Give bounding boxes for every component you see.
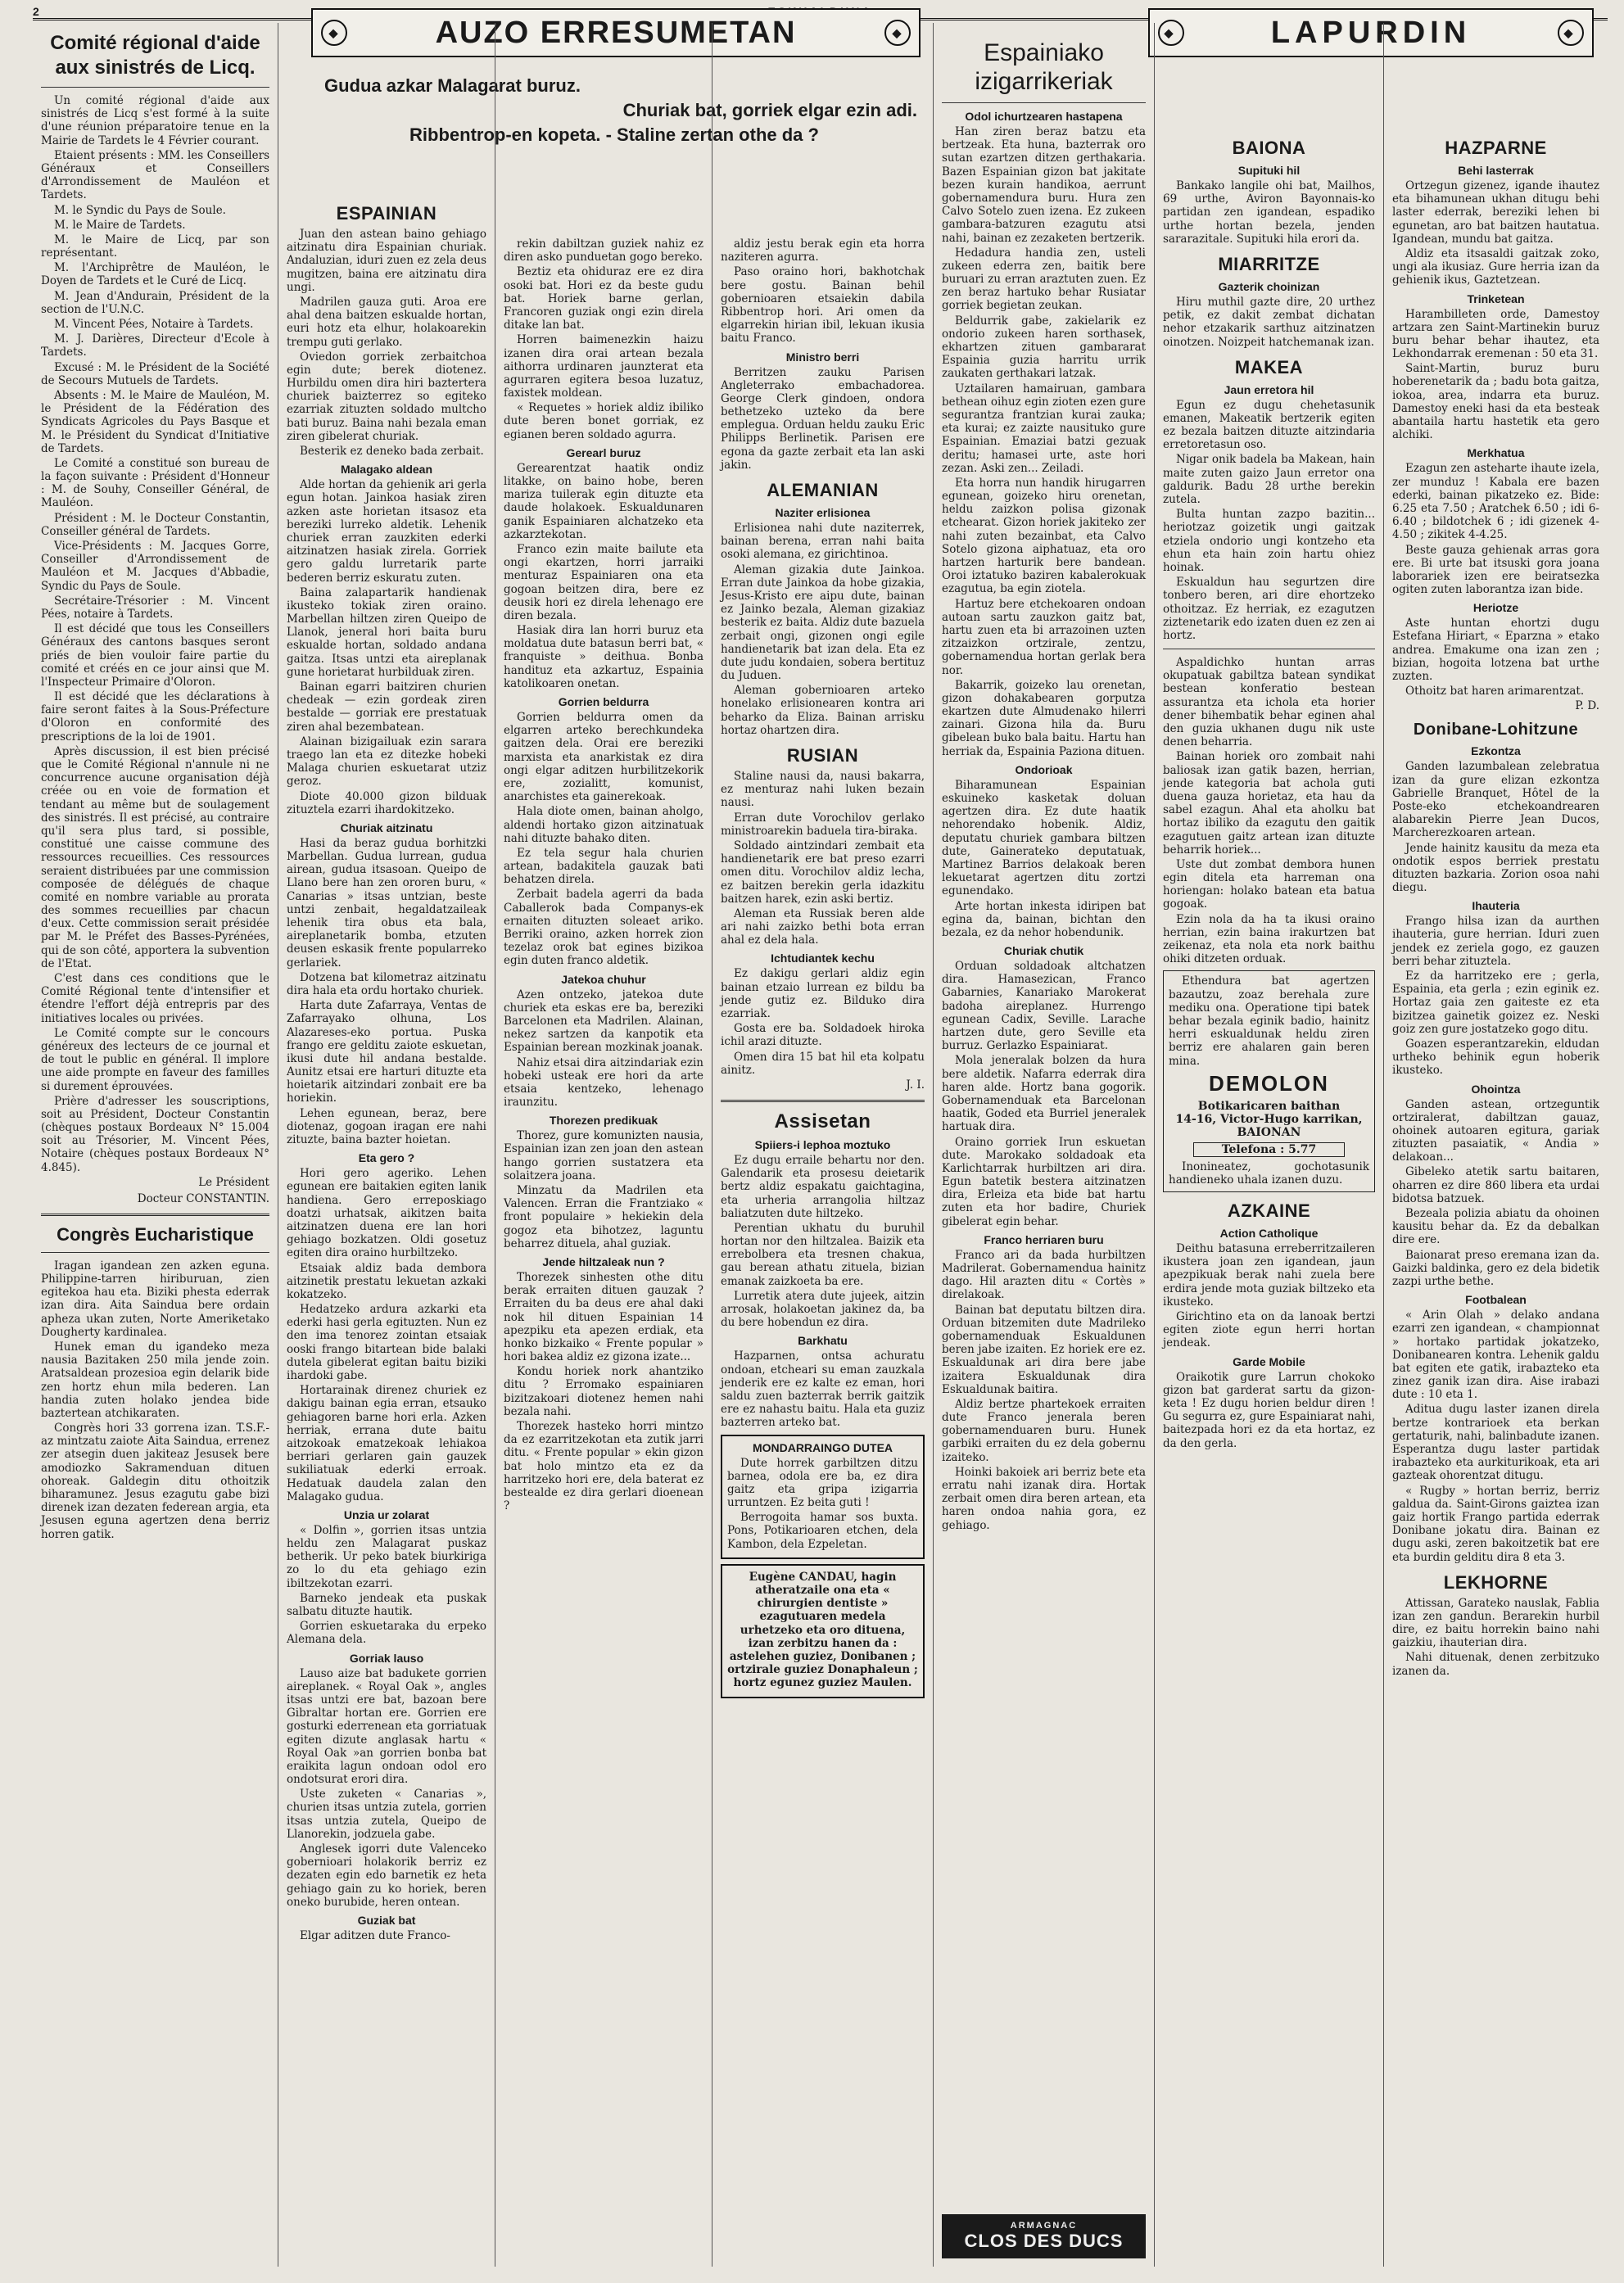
section-espainian: ESPAINIAN [336,203,437,224]
paragraph: C'est dans ces conditions que le Comité Régional tente d'intensifier et étendre l'effort déjà entrepris par des initiatives locales ou privées. [41,972,269,1025]
paragraph: Ez da harritzeko ere ; gerla, Espainia, eta gerla ; ezin eginik ez. Hortaz gaia zen gaiteste ez eta bizitzea gainetik goizez ez. Neski goiz zen gure jostatzeko gogo ditu. [1392,970,1599,1036]
paragraph: Erran dute Vorochilov gerlako ministroarekin baduela tira-biraka. [721,811,925,838]
paragraph: Baina zalapartarik handienak ikusteko tokiak ziren oraino. Marbellan hiltzen ziren Queipo de Llanok, jeneral hori baita buru eskualde hortan, soldado andana gaitza. Itsas untzi eta aireplanak gune horietarat hurbilduak ziren. [287,585,486,679]
paragraph: Goazen esperantzarekin, eldudan urtheko behinik egun hoberik ikusteko. [1392,1037,1599,1078]
paragraph: Eta horra nun handik hirugarren egunean, goizeko hiru orenetan, heldu zaizkon polisa gizonak etchearat. Gizon horiek jakiteko zer nahi zuten bezainbat, eta Calvo Sotelo gizona aiphatuaz, eta oro hartzen harturik bere bandean. Oroi iztatuko baziren kabalerokuak ezagutua, ba egin ziotela. [942,476,1146,596]
paragraph: Thorez, gure komunizten nausia, Espainian izan zen joan den astean hango gorrien sustatzera eta solaitzera joana. [504,1129,703,1182]
subhead: Thorezen predikuak [549,1114,658,1128]
paragraph: M. le Maire de Tardets. [54,218,186,232]
paragraph: Minzatu da Madrilen eta Valencen. Erran die Frantziako « front populaire » hekiekin dela gogoz eta bihotzez, laguntu beharrez dituela, ahal guziak. [504,1184,703,1250]
paragraph: Harambilleten orde, Damestoy artzara zen Saint-Martinekin buruz buru behar behar ihautez, eta Lekhondarrak eremenan : 50 eta 31. [1392,307,1599,361]
section-baiona: BAIONA [1232,138,1306,158]
subhead: Action Catholique [1219,1227,1319,1241]
columns [33,23,1608,2267]
ornament-icon: ◆ [884,20,911,46]
subhead: Behi lasterrak [1458,164,1534,177]
paragraph: Hazparnen, ontsa achuratu ondoan, etcheari su eman zauzkala jenderik ere ez kalte ez eman, hori saldu zuen bazterrak berrik gaitzik ere ez nahastu baitu. Hala eta guziz bazterren arteko bat. [721,1349,925,1430]
paragraph: Beste gauza gehienak arras gora ere. Bi urte bat itsuski gora joana laborariek izen ere beiratsezka ogiten zuten laborantza izan bide. [1392,543,1599,597]
mondarraingo-ad [721,1435,925,1559]
paragraph: Ez dugu erraile behartu nor den. Galendarik eta prosesu deietarik bertz aldiz espakatu gaichtagina, eta urheria arrangolia hiltzaz baliatzuten dute hiltzeko. [721,1153,925,1220]
column-5 [934,23,1155,2267]
paragraph: Diote 40.000 gizon bilduak zituztela ezarri ihardokitzeko. [287,789,486,816]
paragraph: Absents : M. le Maire de Mauléon, M. le Président de la Fédération des Syndicats Agricoles du Pays Basque et M. le Président du Syndicat d'Initiative de Tardets. [41,388,269,455]
paragraph: Berrogoita hamar sos buxta. Pons, Potikarioaren etchen, dela Kambon, dela Ezpeletan. [727,1511,918,1551]
column-2 [278,23,495,2267]
paragraph: Omen dira 15 bat hil eta kolpatu ainitz. [721,1050,925,1077]
paragraph: Inonineatez, gochotasunik handieneko uhala izanen duzu. [1169,1160,1369,1187]
subhead: Gerearl buruz [566,445,641,459]
paragraph: Perentian ukhatu du buruhil hortan nor den hiltzalea. Baizik eta errebolbera eta tresnen chakua, gau berean athatu zituela, bizian emanak zaizkoeta ba ere. [721,1221,925,1288]
paragraph: Etsaiak aldiz bada dembora aitzinetik prestatu lekuetan azkaki kokatzeko. [287,1261,486,1301]
paragraph: Soldado aintzindari zembait eta handienetarik ere bat preso ezarri omen ditu. Vorochilov aldiz lecha, ez baitzen berekin gerla idazkitu baitzen harek, ezin aski bertiz. [721,839,925,906]
paragraph: Uste dut zombat dembora hunen egin ditela eta harreman ona horiengan: holako batean eta batua gogoak. [1163,857,1375,911]
ornament-icon: ◆ [1158,20,1184,46]
paragraph: Aleman eta Russiak beren alde ari nahi zaizko bethi bota erran ahal ez dela hala. [721,906,925,947]
paragraph: Hiru muthil gazte dire, 20 urthez petik, ez dakit zembat dichatan nehor etzakarik sarthuz aitzinatzen oinotzen. Noizpeit hatchemanak izan. [1163,295,1375,349]
subhead: Ministro berri [785,350,860,364]
column-3 [495,23,712,2267]
column-7 [1384,23,1608,2267]
paragraph: Girichtino eta on da lanoak bertzi egiten ziote egun herri hortan jendeak. [1163,1310,1375,1350]
ad-main-text: CLOS DES DUCS [964,2231,1124,2251]
subhead: Heriotze [1472,601,1519,615]
column-1 [33,23,278,2267]
paragraph: Ethendura bat agertzen bazautzu, zoaz berehala zure mediku ona. Operatione tipi batek behar bezala eginik badio, hainitz herri eskualdunak heldu ziren berriz ere ahalaren gain beren mina. [1169,974,1369,1068]
paragraph: Bainan bat deputatu biltzen dira. Orduan bitzemiten dute Madrileko gobernamenduak Eskualdunen beren jabe izaiten. Ez horiek ere ez. Eskualdunak ari dira bere jabe izaitera Eskualdunak dira Eskualdunak baitira. [942,1303,1146,1396]
paragraph: Harta dute Zafarraya, Ventas de Zafarrayako olhuna, Los Alazareses-eko portua. Puska frango ere gelditu zaiote eskuetan, ikusi dute hil andana bestalde. Aunitz etsai ere harturi dituzte eta hoietarik aitzindari zonbait ere ba horiekin. [287,999,486,1105]
page-number: 2 [33,5,39,18]
ad-title: MONDARRAINGO DUTEA [752,1440,893,1454]
subhead: Jende hiltzaleak nun ? [542,1255,665,1268]
paragraph: Aleman gizakia dute Jainkoa. Erran dute Jainkoa da hobe gizakia, Jesus-Kristo ere aipu dute, bainan ez Jainko bezala, Aleman gizakiaz besterik ez baita. Aldiz dute bazuela zerbait ongi, gizonen ongi egile handienetarik bat izan dela. Eta ez dute judu kondaien, sobera bertituz du Juduen. [721,563,925,683]
paragraph: rekin dabiltzan guziek nahiz ez diren asko punduetan gogo bereko. [504,237,703,264]
headline-2: Churiak bat, gorriek elgar ezin adi. [622,100,917,120]
ethendura-notice [1163,970,1375,1192]
section-lekhorne: LEKHORNE [1443,1571,1549,1593]
paragraph: Bankako langile ohi bat, Mailhos, 69 urthe, Aviron Bayonnais-ko partidan zen igandean, espadiko urthe hortan bezela, jenden sararazitale. Supituki hila erori da. [1163,179,1375,246]
subhead: Malagako aldean [340,463,433,477]
paragraph: Lauso aize bat badukete gorrien aireplanek. « Royal Oak », angles itsas untzi ere bat, bazoan bere Gibraltar hortan ere. Gorrien ere gosturki ederrenean eta gorriatuak egiten dizute anglasak hartu « Royal Oak »an gorrien bonba bat eraikita lagun ondoan odol ero ondotsurat erori dira. [287,1666,486,1787]
demolon-title: DEMOLON [1209,1070,1329,1096]
paragraph: Iragan igandean zen azken eguna. Philippine-tarren hiriburuan, zien egitekoa hau eta. Biziki phesta ederrak izan dira. Aita Saindua bere ordain apheza ukan zuten, Norte Ameriketako Dougherty kardinalea. [41,1259,269,1339]
signature: P. D. [1575,699,1599,713]
ornament-icon: ◆ [321,20,347,46]
subhead: Supituki hil [1237,164,1301,177]
paragraph: Hartuz bere etchekoaren ondoan autoan sartu zauzkon gaitz bat, hartu zuen eta bi arrazoinen uzten zitzaizkon ortzirale, zentzu, gobernamendua hortan gerlak bera nor. [942,597,1146,677]
paragraph: M. l'Archiprêtre de Mauléon, le Doyen de Tardets et le Curé de Licq. [41,261,269,288]
paragraph: Bezeala polizia abiatu da ohoinen kausitu behar da. Ez da debalkan dire ere. [1392,1207,1599,1247]
candau-ad [721,1564,925,1698]
subhead: Churiak chutik [1003,944,1084,958]
paragraph: Bainan egarri baitziren churien chedeak — ezin gordeak ziren bestalde — gorriak ere prestatuak ziren ahal bezembatean. [287,680,486,734]
subhead: Ezkontza [1471,744,1521,758]
subhead: Franco herriaren buru [984,1232,1104,1246]
paragraph: Lurretik atera dute jujeek, aitzin arrosak, holakoetan jakinez da, ba du bere hobendun ez dira. [721,1289,925,1330]
subhead: Footbalean [1465,1293,1527,1307]
paragraph: Etaient présents : MM. les Conseillers Généraux et Conseillers d'Arrondissement de Mauléon et Tardets. [41,148,269,202]
divider [41,87,269,88]
paragraph: Hasi da beraz gudua borhitzki Marbellan. Gudua lurrean, gudua airean, gudua itsasoan. Queipo de Llano bere han zen ororen buru, « Canarias » itsas untzian, beste untzi zenbait, hegaldatzaileak lehenik tira obus eta bala, aireplanetarik bomba, etzuten deusen eskasik frente popularreko gerlariek. [287,836,486,970]
auzo-banner-title: AUZO ERRESUMETAN [435,15,797,50]
paragraph: Thorezek sinhesten othe ditu berak erraiten dituen gauzak ? Erraiten du ba deus ere ahal daki nok hil dituen Espainian 14 apezpiku eta apezen erdiak, eta honko bizkaiko « Frente popular » hori bakea aldiz ez gizona izate... [504,1270,703,1364]
paragraph: Gorrien eskuetaraka du erpeko Alemana dela. [287,1620,486,1647]
paragraph: Oviedon gorriek zerbaitchoa egin dute; berek diotenez. Hurbildu omen dira hiri baztertera churiek baizterrez so egiteko ezarriak zituzten soldado multcho bati buruz. Baina nahi bezala eman ziren gibelerat churiak. [287,350,486,443]
paragraph: Congrès hori 33 gorrena izan. T.S.F.-az mintzatu zaiote Aita Saindua, errenez zer atsegin duen jakiteaz Jesusek bere amodiozko Sakramenduan dituen ohoreak. Galdegin ditu othoitzik biharamunez. Jesus ezagutu gabe bizi direnek izan dezaten federean argia, eta Jesusen eguna agertzen dena berriz horren gatik. [41,1422,269,1541]
paragraph: Il est décidé que tous les Conseillers Généraux des cantons basques seront priés de bien vouloir faire partie du comité et créés en ce jour ainsi que M. l'Inspecteur Primaire d'Oloron. [41,622,269,689]
section-miarritze: MIARRITZE [1218,253,1320,274]
clos-des-ducs-ad [942,2208,1146,2258]
paragraph: Biharamunean Espainian eskuineko kasketak doluan agertzen dira. Ez dute haatik nehorendako hobenik. Aldiz, deputatu churiek gambara biltzen dute, Gainerateko deputatuak, Martinez Barrios delakoak beren lekuetarat agertzen ditu zortzi egunendako. [942,778,1146,898]
paragraph: Dotzena bat kilometraz aitzinatu dira hala eta ordu hortako churiek. [287,970,486,997]
paragraph: Hoinki bakoiek ari berriz bete eta erratu nahi izanak dira. Hortak zerbait omen dira beren artean, eta haren ondoa nahia gora, ez gehiago. [942,1465,1146,1532]
section-rusian: RUSIAN [786,745,859,766]
paragraph: Ezin nola da ha ta ikusi oraino herrian, ezin baina irakurtzen bat zeikenaz, eta nola eta nork baithu ohiki ditzeten orduak. [1163,912,1375,966]
paragraph: Hasiak dira lan horri buruz eta moldatua dute batasun berri bat, « franquiste » deithua. Bonba handituz eta azkartuz, Espainia katolikoaren onetan. [504,624,703,690]
subhead: Spiiers-i lephoa moztuko [754,1137,891,1151]
paragraph: Elgar aditzen dute Franco- [300,1928,450,1942]
paragraph: Zerbait badela agerri da bada Caballerok bada Companys-ek ernaiten dituzten soleaet ariko. Berriki oraino, azken horrek zion tezelaz orok bat egines bizikoa egin duten franco aldetik. [504,888,703,968]
subhead: Jaun erretora hil [1224,382,1314,396]
paragraph: Le Comité compte sur le concours généreux des lecteurs de ce journal et de tout le public en général. Il implore une aide prompte en faveur des familles si durement éprouvées. [41,1026,269,1093]
paragraph: Anglesek igorri dute Valenceko gobernioari holakorik berriz ez dezaten egin edo barnetik ez heta gehiago gain zu ko horiek, beren oneko burubide, heren ontean. [287,1842,486,1909]
subhead: Unzia ur zolarat [343,1508,430,1521]
paragraph: Prière d'adresser les souscriptions, soit au Président, Docteur Constantin (chèques postaux Bordeaux N° 15.004 soit au Trésorier, M. Vincent Pées, Notaire (chèques postaux Bordeaux N° 4.845). [41,1094,269,1174]
subhead: Garde Mobile [1233,1354,1305,1368]
paragraph: Un comité régional d'aide aux sinistrés de Licq s'est formé à la suite d'une réunion préparatoire tenue en la Mairie de Tardets le 4 Février courant. [41,94,269,147]
paragraph: « Rugby » hortan berriz, berriz galdua da. Saint-Girons gaiztea izan gaiz hortik Frango partida ederrak Donibane jokatu dira. Bainan ez dugu aski, zeren bakoitzetik bat ere eta burdin gelditu dira 8 eta 3. [1392,1484,1599,1564]
subhead: Eta gero ? [358,1151,415,1165]
paragraph: Aste huntan ehortzi dugu Estefana Hiriart, « Eparzna » etako andrea. Emakume ona izan zen ; bizian, hogoita lotzena bat urthe zuzten. [1392,617,1599,683]
paragraph: Uste zuketen « Canarias », churien itsas untzia zutela, gorrien itsas untzia zutela, Queipo de Llanorekin, jodzuela gabe. [287,1788,486,1841]
subhead: Trinketean [1467,292,1525,305]
paragraph: Eskualdun hau segurtzen dire tonbero beren, ari dire ehortzeko othoitzaz. Ez herriak, ez ezagutzen ziztenetarik edo izaten duen ez zen ai hortz. [1163,576,1375,642]
divider [41,1252,269,1253]
paragraph: Hunek eman du igandeko meza nausia Bazitaken 250 mila jende zoin. Aratsaldean prozesioa egin delarik bide zen hortz ehun mila bederen. Lan handia zuten holako jendea bide baztertean atchikaraten. [41,1340,269,1420]
paragraph: Attissan, Garateko nauslak, Fablia izan zen gandun. Berarekin hurbil dire, ez baitu horrekin baino nahi gaizkiu, ihauterian dira. [1392,1596,1599,1650]
section-hazparne: HAZPARNE [1445,138,1547,158]
paragraph: Baionarat preso eremana izan da. Gaizki baldinka, gero ez dela bidetik zazpi urthe bethe. [1392,1248,1599,1288]
subhead: Ichtudiantek kechu [771,952,875,965]
paragraph: Barneko jendeak eta puskak salbatu dituzte hautik. [287,1591,486,1618]
subhead: Ohointza [1471,1082,1521,1096]
paragraph: Hedatzeko ardura azkarki eta ederki hasi gerla egituzten. Nun ez den ima tenorez zointan etsaiak ooski frango bitartean bide balaki dutela gibelerat egitan baitu biziki ihardoki gabe. [287,1303,486,1382]
ad-line: Botikaricaren baithan [1197,1099,1341,1113]
paragraph: Horren baimenezkin haizu izanen dira orai artean bezala aithorra urdinaren jaunzterat eta agurraren egitera besoa luzatuz, faxistek moldean. [504,333,703,400]
congres-title: Congrès Eucharistique [57,1223,254,1245]
subhead: Naziter erlisionea [775,506,871,519]
ad-line: 14-16, Victor-Hugo karrikan, [1175,1112,1363,1126]
paragraph: Kondu horiek nork ahantziko ditu ? Erromako espainiaren bizitzakoari diotenez hemen nahi bezala nahi. [504,1365,703,1418]
paragraph: Ez dakigu gerlari aldiz egin bainan etzaio lurrean ez bildu ba jende gutiz ez. Bilduko dira ezarriak. [721,967,925,1020]
section-azkaine: AZKAINE [1227,1200,1311,1222]
paragraph: Mola jeneralak bolzen da hura bere aldetik. Nafarra ederrak dira haren alde. Hortz bana gogorik. Gobernamenduak eta Barcelonan haatik, Goded eta Burriel jeneralek hartuak dira. [942,1054,1146,1134]
espainiako-title [942,39,1146,96]
paragraph: Vice-Présidents : M. Jacques Gorre, Conseiller d'Arrondissement de Mauléon et M. Jacques d'Abbadie, Syndic du Pays de Soule. [41,540,269,593]
divider [721,1100,925,1102]
paragraph: M. Jean d'Andurain, Président de la section de l'U.N.C. [41,289,269,316]
paragraph: Bainan horiek oro zombait nahi baliosak izan gatik bazen, herrian, jende kategoria bat achola guti duena gauza horietaz, eta hau da sabel ezagun. Ahal eta aholku bat hortaz ibiliko da ezagutu den gaitik ezagutuen gaitz artean izan dituzte beharrik horiek... [1163,750,1375,857]
paragraph: « Requetes » horiek aldiz ibiliko dute beren bonet gorriak, ez egianen beren soldado agurra. [504,401,703,441]
subhead: Gazterik choinizan [1218,279,1320,293]
paragraph: Ez tela segur hala churien artean, badakitela gauzak bati behatzen direla. [504,846,703,887]
column-4 [712,23,934,2267]
paragraph: Beldurrik gabe, zakielarik ez ondorio zukeen haren sorthasek, ekhartzen zituen gambararat Espainia guzia harritu urrik zaukaten gerthakari latzak. [942,314,1146,381]
paragraph: Gerearentzat haatik ondiz litakke, on baino hobe, beren mariza tuilerak egin dituzte eta daude holakoek. Eskualdunaren ganik Espainiaren alchatzeko eta azkarztekotan. [504,461,703,541]
paragraph: Han ziren beraz batzu eta bertzeak. Eta huna, bazterrak oro sutan ezartzen ditzen gerthakaria. Bazen Espainian gizon bat jakitate bezen kurain handikoa, aerrunt gobernamendura buru. Hura zen Calvo Sotelo zuen izena. Ez zukeen gambara-batzuren ezagutu atsi nahi, bainan ez zezaketen bertzerik. [942,125,1146,245]
paragraph: Oraikotik gure Larrun chokoko gizon bat garderat sartu da gizon-keta ! Ez dugu horien beldur diren ! Gu segurra ez, gure Espainiarat nahi, baitezpada hori ez da eta hortaz, ez da den gerla. [1163,1370,1375,1450]
paragraph: Orduan soldadoak altchatzen dira. Hamasezican, Franco Gabarnies, Kanariako Marokerat badoha aireplanez. Hurrengo egunean Cadix, Seville. Larache hartzen dute, gero Seville eta burruz. Gerlazko Espainiarat. [942,960,1146,1053]
section-alemanian: ALEMANIAN [767,480,879,500]
paragraph: Nigar onik badela ba Makean, hain maite zuten gaizo Jaun erretor ona galdurik. Badu 28 urthe berekin zutela. [1163,453,1375,506]
paragraph: Ezagun zen asteharte ihaute izela, zer munduz ! Kabala ere bazen ederki, bainan pikatzeko ez. Bide: 6.25 eta 7.50 ; Aratchek 6.50 ; idi 6-6.40 ; bildotchek 6 ; idi gizenek 4-4.50 ; zikitek 4-4.25. [1392,462,1599,542]
paragraph: « Arin Olah » delako andana ezarri zen igandean, « championnat » hortako partidak jokatzeko, Donibanearen kontra. Lehenik galdu bat egiten ete gatik, irabazteko eta zinez ganik izan dira. Aise irabazi dute : 10 eta 1. [1392,1309,1599,1402]
paragraph: M. J. Darières, Directeur d'Ecole à Tardets. [41,332,269,359]
paragraph: Hala diote omen, bainan aholgo, aldendi hortako gizon aitzinatuak nahi dituzte bahako diten. [504,805,703,845]
paragraph: Le Comité a constitué son bureau de la façon suivante : Président d'Honneur : M. de Souhy, Conseiller Général, de Mauléon. [41,456,269,510]
subhead: Odol ichurtzearen hastapena [965,110,1123,123]
ad-text: Eugène CANDAU, hagin atheratzaile ona eta « chirurgien dentiste » ezagutuaren medela urhetzeko eta oro dituena, izan zerbitzu hanen da : astelehen guziez, Donibanen ; ortzirale guziez Donaphaleun ; hortz egunez guziez Maulen. [727,1570,918,1690]
paragraph: Berritzen zauku Parisen Angleterrako embachadorea. George Clerk gindoen, ondora bethetzeko uzteko da bere emplegua. Orduan heldu zauku Eric Philipps Berlinetik. Parisen ere egona da gazte zerbait eta lan aski jakin. [721,365,925,472]
subhead: Ondorioak [1015,762,1073,776]
paragraph: Alde hortan da gehienik ari gerla egun hotan. Jainkoa hasiak ziren azken aste horietan itsasoz eta bereziki lurreko aldetik. Lehenik churiek erran zauzkiten ederki aitzinatzen hasiak zirela. Gorriek gero galdu lurretarik parte bederen berriz eskuratu zuten. [287,478,486,585]
paragraph: Aldiz eta itsasaldi gaitzak zoko, ungi ala ikusiaz. Gure herria izan da gehienik ikus, Gaztetzean. [1392,246,1599,287]
paragraph: Nahi dituenak, denen zerbitzuko izanen da. [1392,1651,1599,1678]
paragraph: Othoitz bat haren arimarentzat. [1405,685,1585,698]
paragraph: Ganden astean, ortzeguntik ortziralerat, dabiltzan gauaz, ohoinek autoaren egitura, gariak zituzten pasaiatik, « Andia » delakoan... [1392,1097,1599,1164]
paragraph: « Dolfin », gorrien itsas untzia heldu zen Malagarat puskaz betherik. Ur peko batek biurkiriga zo lo du eta gehiago ezin ibiltzekotan ezarri. [287,1523,486,1590]
ad-line: BAIONAN [1237,1125,1301,1139]
paragraph: Deithu batasuna erreberritzaileren ikustera joan zen igandean, jaun apezpikuak berak nahi zuela bere erdira jende mota guziak biltzeko eta ikusteko. [1163,1242,1375,1309]
section-makea: MAKEA [1234,356,1304,377]
signature-role: Le Président [198,1175,269,1189]
subhead: Jatekoa chuhur [561,972,646,986]
paragraph: M. le Syndic du Pays de Soule. [54,203,226,217]
paragraph: Azen ontzeko, jatekoa dute churiek eta eskas ere ba, bereziki Barcelonen eta Madrilen. Alainan, nekez sartzen da kanpotik eta Espainian berean mozkinak joanak. [504,988,703,1055]
subhead: Ihauteria [1472,899,1520,913]
paragraph: Paso oraino hori, bakhotchak bere gostu. Bainan behil gobernioaren etsaiekin dabila Ribbentrop hori. Ari omen da elgarrekin hirian ibil, lekuan ikusia baitu Franco. [721,265,925,346]
paragraph: Franco ezin maite bailute eta ongi ekartzen, horri jarraiki menturaz Espainiaren ona eta gogoan beitzen dira, bere ez deusik hori ez direla lehenago ere diren bezala. [504,542,703,622]
paragraph: Secrétaire-Trésorier : M. Vincent Pées, notaire à Tardets. [41,594,269,621]
paragraph: M. Vincent Pées, Notaire à Tardets. [54,318,254,331]
paragraph: Lehen egunean, beraz, bere diotenaz, gogoan iragan ere nahi zituzte, baina bazter hoietan. [287,1106,486,1146]
paragraph: Nahiz etsai dira aitzindariak ezin hobeki usteak ere hori da arte etsaia kentzeko, lehenago iraunzitu. [504,1056,703,1110]
paragraph: Après discussion, il est bien précisé que le Comité Régional n'annule ni ne concurrence aucune organisation déjà créée ou en voie de formation et tendant au même but de soulagement des sinistrés. Il est précisé, au contraire qu'il sera plus tard, si possible, constitué une caisse commune des ressources recueillies. Ces ressources seraient distribuées par une commission composée de délégués de chaque comité en nombre variable au prorata des sommes recueillies par chacun d'eux. Cette commission serait présidée par M. le Préfet des Basses-Pyrénées, qui de son côté, apportera la subvention de l'Etat. [41,744,269,970]
paragraph: Egun ez dugu chehetasunik emanen, Makeatik bertzerik egiten ez bezala baitzen dituzte aitzindaria erretoretasun oso. [1163,398,1375,452]
paragraph: Aldiz bertze phartekoek erraiten dute Franco jenerala beren gobernamenduaren buru. Hunek garbiki erraiten du ez dela gobernu izaiteko. [942,1397,1146,1464]
paragraph: M. le Maire de Licq, par son représentant. [41,233,269,260]
subhead: Barkhatu [798,1334,848,1348]
paragraph: Aditua dugu laster izanen direla bertze kontrarioek eta berkan gertaturik, nahi, balinbadute izanen. Esperantza dugu laster partidak irabazteko eta aurkiturikoak, eta ari gazteak ohorentzat ditugu. [1392,1403,1599,1483]
paragraph: Arte hortan inkesta idiripen bat egina da, bainan, bichtan den bezala, ez da nehor hobendunik. [942,899,1146,939]
divider [942,102,1146,103]
paragraph: Ortzegun gizenez, igande ihautez eta bihamunean ukhan ditugu behi laster ederrak, bereziki lehen bi egunetan, aro bat baitzen hautatua. Igandean, mundu bat gaitza. [1392,179,1599,246]
paragraph: Staline nausi da, nausi bakarra, ez menturaz nahi luken bezain nausi. [721,770,925,810]
section-donibane: Donibane-Lohitzune [1413,721,1579,739]
ad-line: Telefona : 5.77 [1193,1142,1345,1157]
subhead: Guziak bat [357,1913,416,1927]
paragraph: Gorrien beldurra omen da elgarren arteko berechkundeka gaitzen dela. Orai ere bereziki marxista eta anarkistak ez dira ongi elgar aditzen hurbilitzekorik ere, zozialitt, komunist, anarchistes eta gainerekoak. [504,711,703,804]
subhead: Gorriak lauso [349,1651,424,1665]
paragraph: Bulta huntan zazpo bazitin... heriotzaz goizetik ungi gaitzak etziela ondorio ungi kontzeho eta ehun eta hain zoin hartu ohiez hoinak. [1163,508,1375,574]
paragraph: Oraino gorriek Irun eskuetan dute. Marokako soldadoak eta Karlichtarrak hurbiltzen ari dira. Egun batetik bestera aitzinatzen dira, Erleiza eta bide bat hartu zuten eta hor badire, Churiek gibelerat egin behar. [942,1135,1146,1228]
paragraph: Président : M. le Docteur Constantin, Conseiller général de Tardets. [41,511,269,538]
paragraph: Frango hilsa izan da aurthen ihauteria, gure herrian. Iduri zuen jendek ez zeriela gogo, ez gauzen berri behar zituztela. [1392,915,1599,968]
title-line-1: Espainiako [984,39,1104,66]
paragraph: Gosta ere ba. Soldadoek hiroka ichil arazi dituzte. [721,1022,925,1049]
paragraph: Juan den astean baino gehiago aitzinatu dira Espainian churiak. Andaluzian, iduri zuen ez zela deus mugitzen, baina ere aitzinatu dira ungi. [287,228,486,294]
paragraph: Gibeleko atetik sartu baitaren, oharren ez dire 860 libera eta urdai bidotsa batzuek. [1392,1165,1599,1205]
title-line-2: izigarrikeriak [975,67,1113,95]
signature-name: Docteur CONSTANTIN. [137,1191,269,1205]
assisetan-title: Assisetan [774,1110,871,1132]
subhead: Gorrien beldurra [558,695,649,708]
lapurdin-banner-title: LAPURDIN [1270,15,1472,50]
paragraph: Erlisionea nahi dute naziterrek, bainan berena, erran nahi baita osoki alemana, ez girichtinoa. [721,522,925,562]
paragraph: Hori gero ageriko. Lehen egunean ere baitakien egiten lanik handiena. Gero erreposkiago doatzi urhatsak, aikitzen baita aitzinatzen duena ere lan hori gehiago bozkatzen. Oldi gosetuz egiten dira oraino hurbiltzeko. [287,1167,486,1260]
paragraph: Aleman gobernioaren arteko honelako erlisionearen kontra ari beharko da Eliza. Bainan arrisku hortaz ohartzen dira. [721,684,925,737]
headline-3: Ribbentrop-en kopeta. - Staline zertan othe da ? [409,124,819,145]
ad-banner [942,2214,1146,2258]
paragraph: Saint-Martin, buruz buru hoberenetarik da ; badu bota gaitza, iokoa, area, indarra eta buruz. Damestoy eneki hasi da eta besteak abantaila hartu hastetik eta gero alchiki. [1392,362,1599,442]
paragraph: Alainan bizigailuak ezin sarara traego lan eta ez ditezke hobeki Malaga churien eskuetarat utziz geroz. [287,735,486,789]
column-6 [1155,23,1384,2267]
paragraph: Ganden lazumbalean zelebratua izan da gure elizan ezkontza Gabrielle Branquet, Hôtel de la Poste-eko etchekoandrearen alabarekin Pierre Jean Ducos, Marcherezkoaren artean. [1392,760,1599,840]
paragraph: Beztiz eta ohiduraz ere ez dira osoki bat. Hori ez da beste gudu bat. Horiek barne gerlan, Francoren guziak ongi ezin direla ditake lan bat. [504,265,703,332]
paragraph: Hedadura handia zen, usteli zukeen ederra zen, baitik bere buruari zu erran araztuten zuen. Ez zen beraz hartuko behar Rusiatar gorriek begietan zeukan. [942,246,1146,313]
paragraph: aldiz jestu berak egin eta horra naziteren agurra. [721,237,925,264]
paragraph: Il est décidé que les déclarations à faire seront faites à la Sous-Préfecture d'Oloron en conformité des prescriptions de la loi de 1901. [41,690,269,744]
paragraph: Thorezek hasteko horri mintzo da ez ezarritzekotan eta zutik jarri ditu. « Frente popular » ekin gizon bat holo mintzo eta ez da harritzeko hori ere, dela baterat ez bestealde ez dira gerlari dioenean ? [504,1420,703,1513]
headline-1: Gudua azkar Malagarat buruz. [324,75,581,96]
comite-title: Comité régional d'aide aux sinistrés de Licq. [50,32,260,79]
divider [41,1214,269,1216]
paragraph: Uztailaren hamairuan, gambara bethean oihuz egin zioten ezen gure segurantza frantzian kurai zauka; eta kurai; ez zaizte nausituko gure Espainian. Emaziai batzi gezuak deritu; hamasei urte, aste hori zezan. Aski zen... Zeiladi. [942,382,1146,475]
paragraph: Excusé : M. le Président de la Société de Secours Mutuels de Tardets. [41,360,269,387]
paragraph: Bakarrik, goizeko lau orenetan, gizon dohakabearen gorputza ekartzen dute Almudenako hilerri zainari. Gizona hila da. Buru gibelean buko bala baitu. Hartu han herriak da, Espainia Paziona dituen. [942,678,1146,758]
signature: J. I. [906,1078,925,1092]
ad-small-text: ARMAGNAC [1010,2221,1078,2231]
subhead: Churiak aitzinatu [340,821,433,834]
paragraph: Hortarainak direnez churiek ez dakigu bainan egia erran, etsauko gehiagoren barne hori erla. Azken herriak, errana dute baitu aitzokoak ematzekoak lehiakoa berriari gerlaren gain gauzek sukiliatuak ederki erroak. Hedatuak daudela zalan den Malagako gudua. [287,1384,486,1503]
paragraph: Dute horrek garbiltzen ditzu barnea, odola ere ba, ez dira gaitz eta gripa izigarria urruntzen. Ez beita guti ! [727,1456,918,1510]
paragraph: Besterik ez deneko bada zerbait. [300,445,484,458]
comite-body [41,94,269,1174]
paragraph: Aspaldichko huntan arras okupatuak gabiltza batean syndikat bestean konferatio bestean assurantza eta ichola eta horier dener bihembatik behar eginen ahal den guzia ukhanen dugu nik uste denen beharria. [1163,656,1375,749]
ornament-icon: ◆ [1558,20,1584,46]
paragraph: Jende hainitz kausitu da meza eta ondotik espos berriek prestatu dituzten bazkaria. Zorion osoa nahi diegu. [1392,841,1599,895]
subhead: Merkhatua [1467,446,1525,460]
paragraph: Franco ari da bada hurbiltzen Madrilerat. Gobernamendua hainitz dago. Hil arazten ditu « Cortès » direlakoak. [942,1248,1146,1302]
paragraph: Madrilen gauza guti. Aroa ere ahal dena baitzen eskualde hortan, euri hotz eta elhur, holakoarekin trempu guti gerlako. [287,295,486,349]
